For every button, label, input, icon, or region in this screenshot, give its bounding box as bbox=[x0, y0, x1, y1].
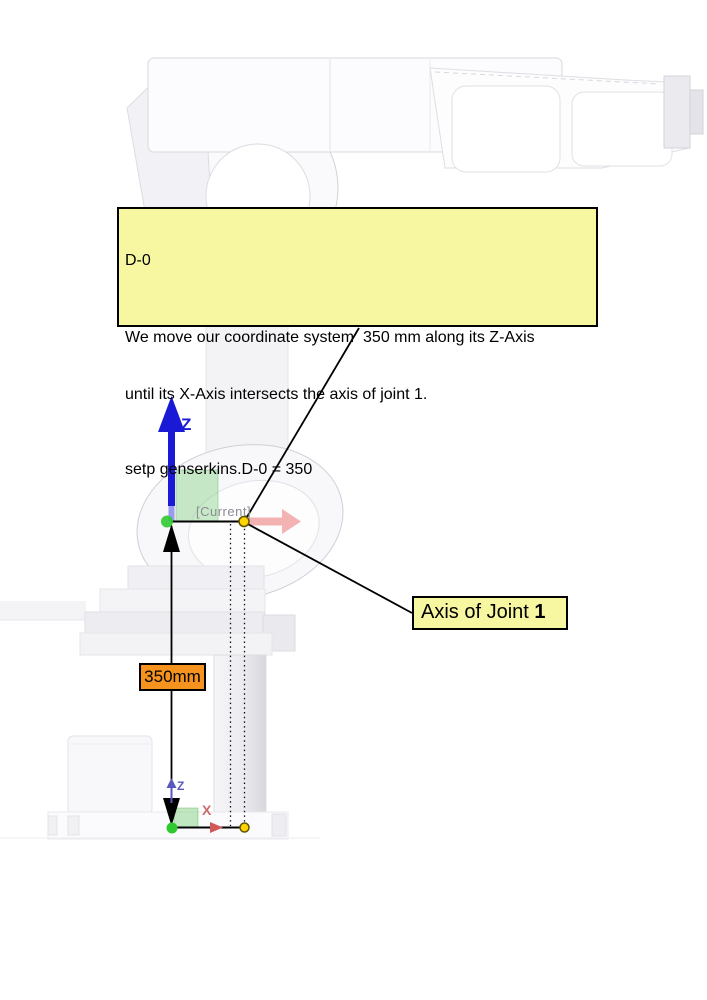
joint-axis-callout-label bbox=[412, 596, 568, 630]
robot-wrist-flange bbox=[664, 76, 690, 148]
robot-base-column bbox=[214, 655, 266, 815]
joint1-axis-point-base bbox=[240, 823, 249, 832]
robot-wrist-stub bbox=[690, 90, 703, 134]
robot-flange-2 bbox=[100, 589, 265, 612]
robot-base-notch-3 bbox=[272, 814, 286, 836]
robot-bg-band bbox=[0, 601, 86, 620]
frame-marker-base bbox=[174, 808, 198, 827]
note-title: D-0 bbox=[125, 252, 151, 269]
origin-point-top bbox=[161, 516, 173, 528]
x-axis-label-base: X bbox=[202, 802, 212, 818]
note-box bbox=[117, 207, 598, 478]
dimension-label: 350mm bbox=[139, 663, 206, 691]
origin-point-base bbox=[167, 823, 178, 834]
z-axis-label-top: Z bbox=[181, 415, 192, 434]
current-frame-label: [Current] bbox=[196, 504, 252, 519]
note-body-line1: We move our coordinate system 350 mm along its Z-Axis bbox=[125, 329, 535, 346]
robot-base-notch-1 bbox=[48, 816, 57, 835]
joint-axis-callout-number: 1 bbox=[534, 601, 546, 623]
joint-axis-callout-text: Axis of Joint bbox=[421, 601, 535, 623]
robot-forearm-pod-2 bbox=[572, 92, 672, 166]
robot-base-cylinder bbox=[68, 736, 152, 814]
note-command: setp genserkins.D-0 = 350 bbox=[125, 461, 313, 478]
z-axis-label-base: Z bbox=[177, 779, 185, 793]
robot-flange-4 bbox=[80, 633, 272, 655]
robot-arm-illustration bbox=[0, 58, 703, 839]
note-body-line2: until its X-Axis intersects the axis of joint 1. bbox=[125, 386, 428, 403]
robot-forearm-pod-1 bbox=[452, 86, 560, 172]
robot-flange-3 bbox=[85, 612, 265, 633]
robot-flange-1 bbox=[128, 566, 264, 589]
robot-base-notch-2 bbox=[68, 816, 79, 835]
